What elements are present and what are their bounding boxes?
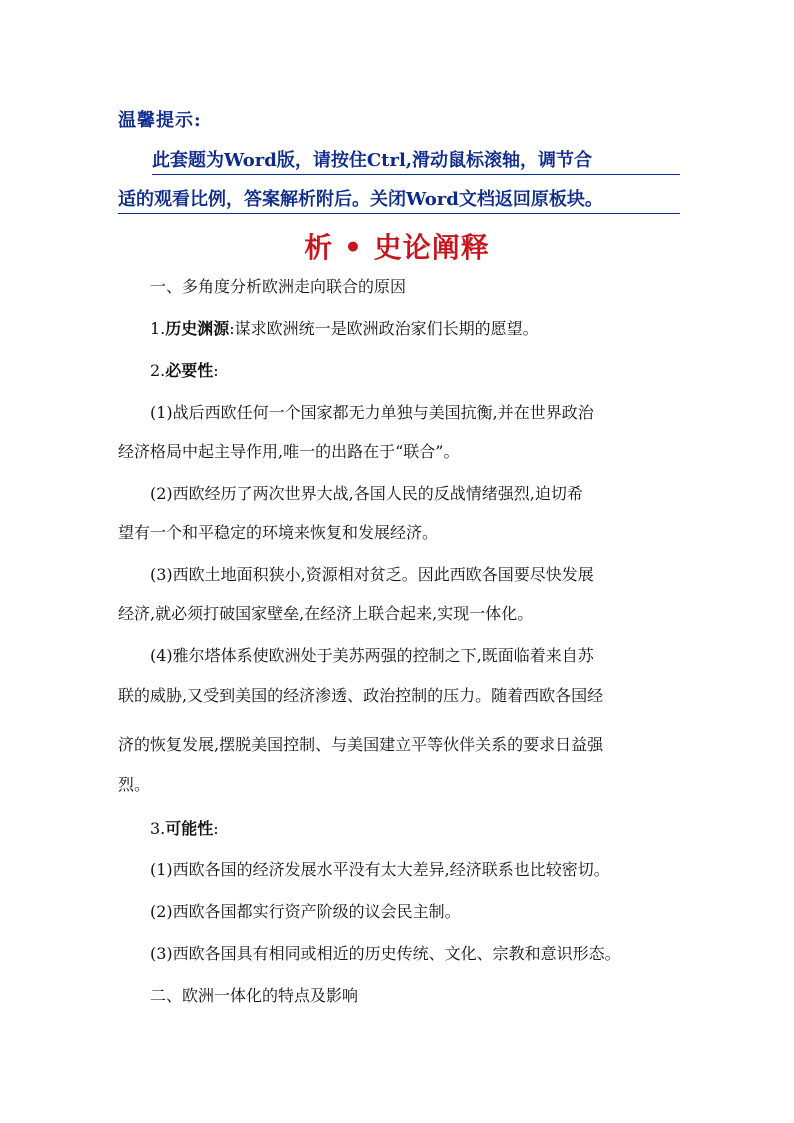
heading-one: 一、多角度分析欧洲走向联合的原因 bbox=[150, 277, 407, 296]
item-2-colon: : bbox=[213, 361, 219, 380]
item-1-label: 历史渊源 bbox=[165, 319, 230, 338]
possibility-2: (2)西欧各国都实行资产阶级的议会民主制。 bbox=[150, 902, 461, 921]
notice-line-2: 适的观看比例，答案解析附后。关闭Word文档返回原板块。 bbox=[118, 185, 680, 214]
paragraph-3-line-2: 经济,就必须打破国家壁垒,在经济上联合起来,实现一体化。 bbox=[118, 604, 534, 623]
item-3 bbox=[150, 816, 219, 839]
paragraph-2-line-1: (2)西欧经历了两次世界大战,各国人民的反战情绪强烈,迫切希 bbox=[150, 484, 583, 503]
paragraph-4-line-3: 济的恢复发展,摆脱美国控制、与美国建立平等伙伴关系的要求日益强 bbox=[118, 735, 604, 754]
item-2-number: 2. bbox=[150, 361, 166, 380]
item-3-label: 可能性 bbox=[165, 819, 214, 838]
item-3-number: 3. bbox=[150, 819, 166, 838]
section-title: 析 • 史论阐释 bbox=[304, 231, 490, 264]
item-3-colon: : bbox=[213, 819, 219, 838]
notice-line-1: 此套题为Word版，请按住Ctrl,滑动鼠标滚轴，调节合 bbox=[152, 146, 680, 175]
item-1-text: :谋求欧洲统一是欧洲政治家们长期的愿望。 bbox=[229, 319, 539, 338]
paragraph-3-line-1: (3)西欧土地面积狭小,资源相对贫乏。因此西欧各国要尽快发展 bbox=[150, 565, 594, 584]
paragraph-2-line-2: 望有一个和平稳定的环境来恢复和发展经济。 bbox=[118, 523, 439, 542]
item-1-number: 1. bbox=[150, 319, 166, 338]
paragraph-4-line-4: 烈。 bbox=[118, 775, 151, 794]
possibility-3: (3)西欧各国具有相同或相近的历史传统、文化、宗教和意识形态。 bbox=[150, 944, 621, 963]
paragraph-4-line-1: (4)雅尔塔体系使欧洲处于美苏两强的控制之下,既面临着来自苏 bbox=[150, 646, 594, 665]
heading-two: 二、欧洲一体化的特点及影响 bbox=[150, 986, 359, 1005]
item-2-label: 必要性 bbox=[165, 361, 214, 380]
paragraph-4-line-2: 联的威胁,又受到美国的经济渗透、政治控制的压力。随着西欧各国经 bbox=[118, 686, 604, 705]
paragraph-1-line-2: 经济格局中起主导作用,唯一的出路在于“联合”。 bbox=[118, 442, 460, 461]
item-2 bbox=[150, 358, 219, 381]
possibility-1: (1)西欧各国的经济发展水平没有太大差异,经济联系也比较密切。 bbox=[150, 860, 610, 879]
paragraph-1-line-1: (1)战后西欧任何一个国家都无力单独与美国抗衡,并在世界政治 bbox=[150, 403, 594, 422]
item-1 bbox=[150, 316, 539, 339]
notice-heading: 温馨提示: bbox=[118, 110, 202, 131]
